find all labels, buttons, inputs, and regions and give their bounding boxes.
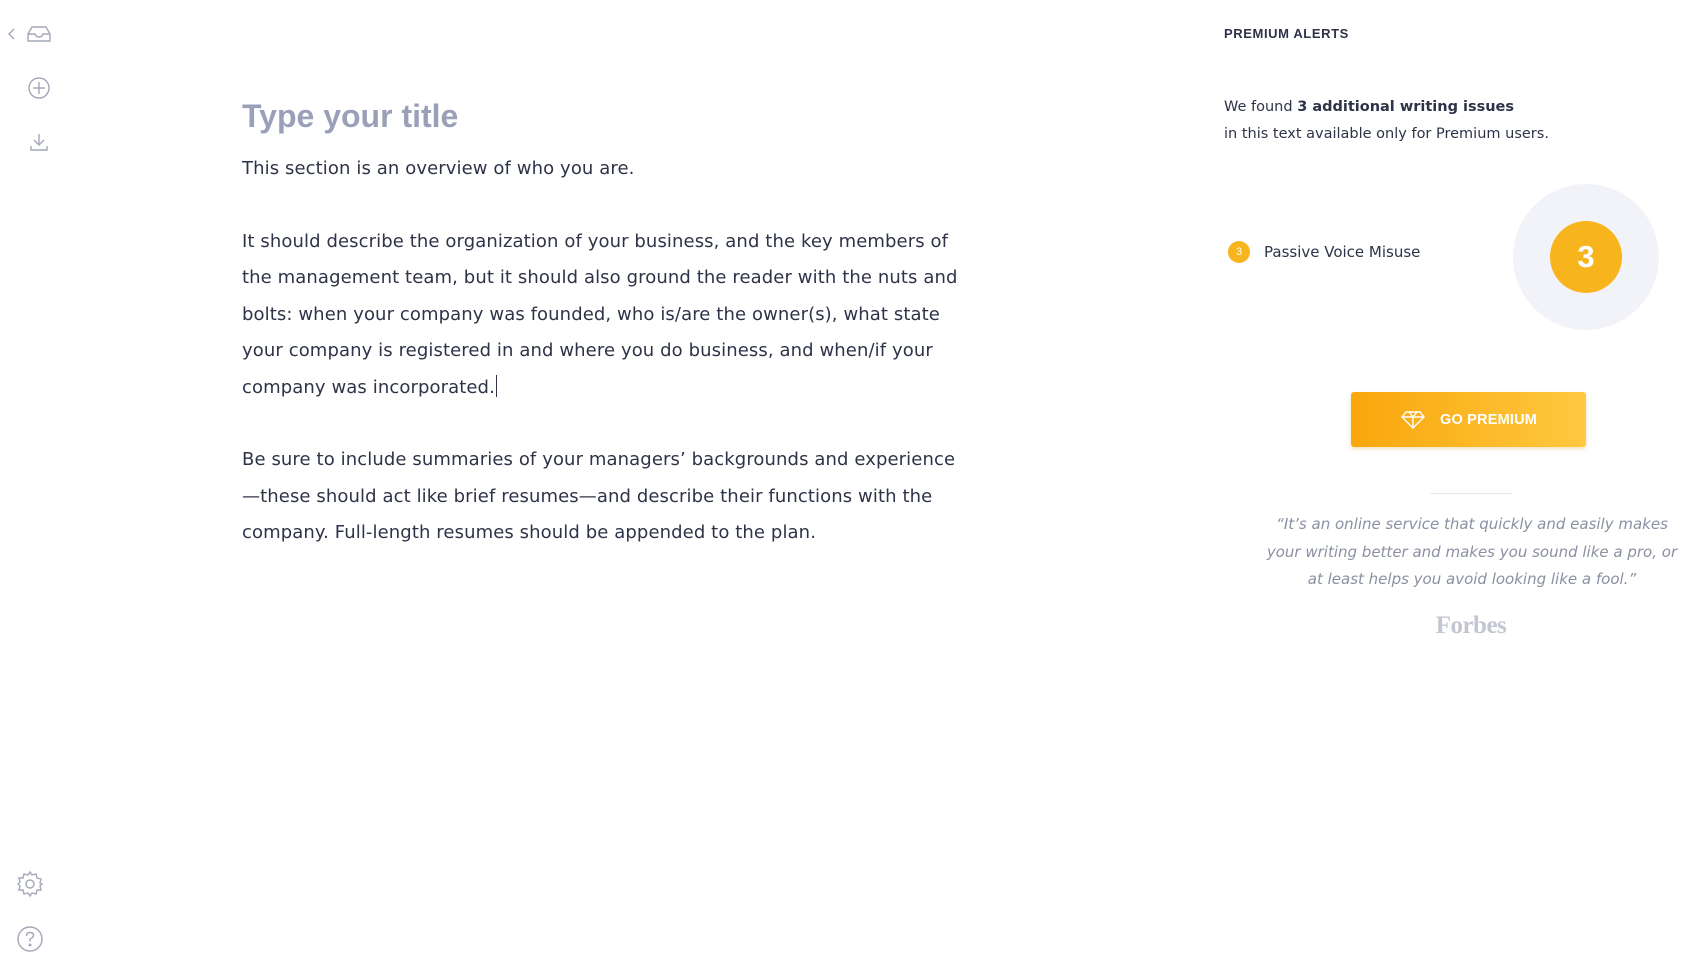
found-issues-text <box>1224 94 1664 148</box>
found-suffix: in this text available only for Premium users. <box>1224 126 1549 142</box>
diamond-icon <box>1400 410 1426 430</box>
testimonial-quote: “It’s an online service that quickly and easily makes your writing better and makes you sound like a pro, or at least helps you avoid looking like a fool.” <box>1266 515 1678 588</box>
left-rail <box>0 0 70 954</box>
found-prefix: We found <box>1224 99 1298 115</box>
go-premium-label: GO PREMIUM <box>1439 411 1538 428</box>
paragraph[interactable]: This section is an overview of who you are. <box>242 158 635 179</box>
score-ring <box>1513 184 1659 330</box>
divider <box>1430 493 1512 494</box>
gear-icon[interactable] <box>12 866 48 902</box>
paragraph-text[interactable]: It should describe the organization of your business, and the key members of the management team, but it should also ground the reader with the nuts and bolts: when your company was founded, who is/are the owner(s), what state your company is registered in and where you do business, and when/if your company was incorporated. <box>242 230 958 398</box>
forbes-logo: Forbes <box>1435 612 1507 639</box>
text-caret <box>496 375 497 397</box>
question-circle-icon[interactable] <box>12 921 48 954</box>
plus-circle-icon[interactable] <box>21 70 57 106</box>
panel-heading: PREMIUM ALERTS <box>1224 26 1349 41</box>
inbox-tray-icon[interactable] <box>21 16 57 52</box>
found-count: 3 additional writing issues <box>1297 99 1515 115</box>
editor <box>242 92 962 588</box>
paragraph[interactable] <box>242 224 962 407</box>
premium-alerts-panel <box>1200 0 1694 954</box>
document-title-input[interactable]: Type your title <box>242 98 459 134</box>
go-premium-button[interactable] <box>1351 392 1586 447</box>
score-badge: 3 <box>1550 221 1622 293</box>
alert-label: Passive Voice Misuse <box>1264 243 1421 261</box>
alert-item-passive-voice[interactable] <box>1228 241 1420 263</box>
document-body[interactable] <box>242 151 962 552</box>
paragraph[interactable]: Be sure to include summaries of your managers’ backgrounds and experience—these should act like brief resumes—and describe their functions with the company. Full-length resumes should be appended to the plan. <box>242 449 956 543</box>
chevron-left-icon[interactable] <box>2 16 22 52</box>
alert-count-badge: 3 <box>1228 241 1250 263</box>
download-icon[interactable] <box>21 124 57 160</box>
